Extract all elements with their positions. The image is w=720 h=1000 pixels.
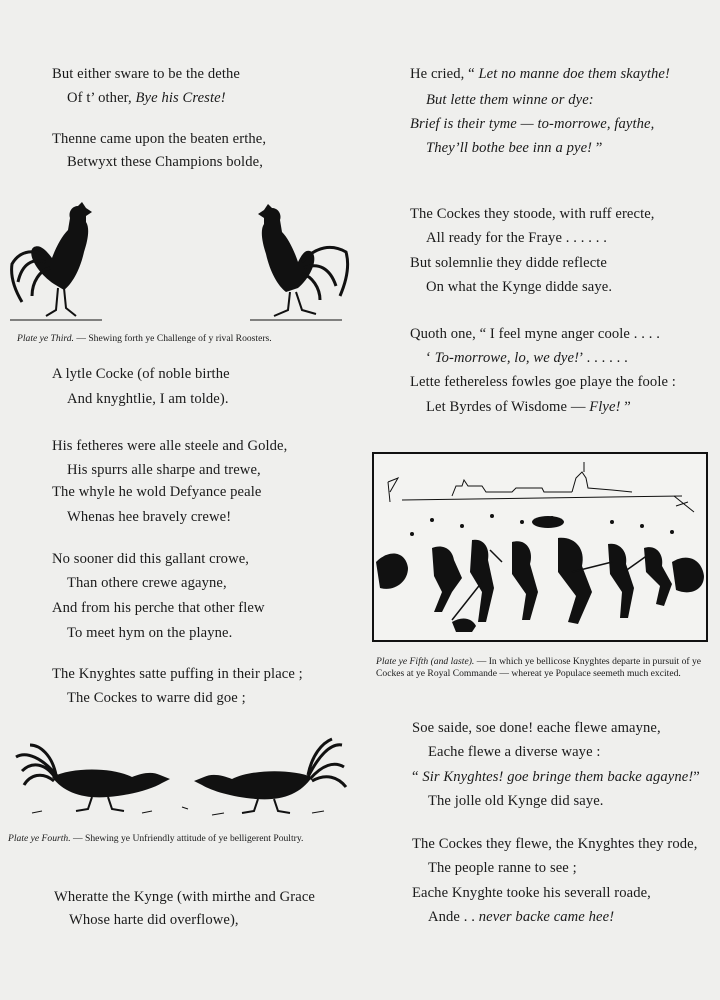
verse-line: Betwyxt these Champions bolde,: [67, 154, 263, 170]
verse-line: Whose harte did overflowe),: [69, 912, 239, 928]
knights-chase-silhouette: [372, 452, 708, 642]
verse-line: Quoth one, “ I feel myne anger coole . . . .: [410, 326, 660, 342]
verse-line: And from his perche that other flew: [52, 600, 265, 616]
verse-line: Brief is their tyme — to-morrowe, faythe,: [410, 116, 655, 132]
verse-line: On what the Kynge didde saye.: [426, 279, 613, 295]
verse-line: No sooner did this gallant crowe,: [52, 551, 250, 567]
verse-line: The jolle old Kynge did saye.: [428, 793, 604, 809]
verse-line: Than othere crewe agayne,: [67, 575, 227, 591]
plate-fifth-caption: Plate ye Fifth (and laste). — In which ye bellicose Knyghtes departe in pursuit of ye Cockes at ye Royal Commande — whereat ye Populace seemeth much excited.: [376, 656, 702, 679]
verse-line: The Cockes to warre did goe ;: [67, 690, 246, 706]
verse-line: But lette them winne or dye:: [426, 92, 594, 108]
verse-line: He cried, “ Let no manne doe them skaythe!: [410, 66, 670, 82]
verse-line: The Knyghtes satte puffing in their place ;: [52, 666, 303, 682]
verse-line: The whyle he wold Defyance peale: [52, 484, 262, 500]
verse-line: A lytle Cocke (of noble birthe: [52, 366, 230, 382]
verse-line: Of t’ other, Bye his Creste!: [67, 90, 226, 106]
plate-fourth-caption: Plate ye Fourth. — Shewing ye Unfriendly attitude of ye belligerent Poultry.: [8, 833, 304, 844]
plate-third-caption: Plate ye Third. — Shewing forth ye Challenge of y rival Roosters.: [17, 333, 272, 344]
verse-line: The Cockes they flewe, the Knyghtes they rode,: [412, 836, 698, 852]
verse-line: But solemnlie they didde reflecte: [410, 255, 608, 271]
fighting-roosters-silhouette: [12, 737, 352, 821]
verse-line: His fetheres were alle steele and Golde,: [52, 438, 288, 454]
verse-line: Soe saide, soe done! eache flewe amayne,: [412, 720, 661, 736]
verse-line: Lette fethereless fowles goe playe the foole :: [410, 374, 676, 390]
verse-line: They’ll bothe bee inn a pye! ”: [426, 140, 603, 156]
verse-line: And knyghtlie, I am tolde).: [67, 391, 229, 407]
verse-line: To meet hym on the playne.: [67, 625, 233, 641]
verse-line: His spurrs alle sharpe and trewe,: [67, 462, 261, 478]
verse-line: Wheratte the Kynge (with mirthe and Grace: [54, 889, 316, 905]
verse-line: But either sware to be the dethe: [52, 66, 240, 82]
verse-line: “ Sir Knyghtes! goe bringe them backe agayne!”: [412, 769, 700, 785]
verse-line: Whenas hee bravely crewe!: [67, 509, 232, 525]
verse-line: Thenne came upon the beaten erthe,: [52, 131, 267, 147]
verse-line: Ande . . never backe came hee!: [428, 909, 615, 925]
plate-third-illustration: [6, 192, 352, 324]
verse-line: All ready for the Fraye . . . . . .: [426, 230, 608, 246]
plate-fifth-illustration: [372, 452, 708, 642]
verse-line: The people ranne to see ;: [428, 860, 577, 876]
verse-line: Eache Knyghte tooke his severall roade,: [412, 885, 651, 901]
verse-line: Eache flewe a diverse waye :: [428, 744, 601, 760]
rival-roosters-silhouette: [6, 192, 352, 324]
plate-fourth-illustration: [12, 737, 352, 821]
verse-line: Let Byrdes of Wisdome — Flye! ”: [426, 399, 631, 415]
verse-line: The Cockes they stoode, with ruff erecte,: [410, 206, 655, 222]
verse-line: ‘ To-morrowe, lo, we dye!’ . . . . . .: [426, 350, 628, 366]
